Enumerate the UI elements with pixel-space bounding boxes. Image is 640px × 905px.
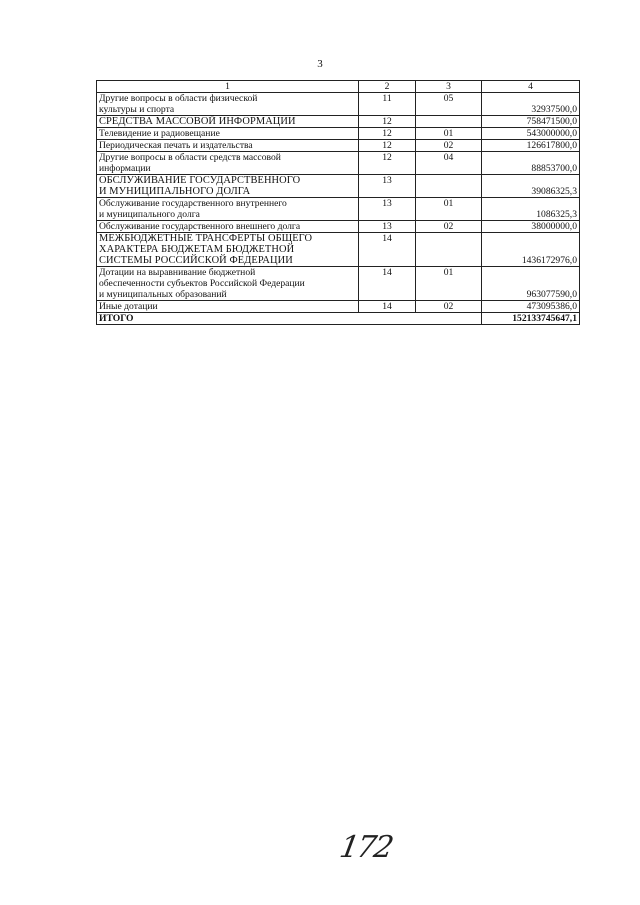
row-name-line: ХАРАКТЕРА БЮДЖЕТАМ БЮДЖЕТНОЙ: [99, 244, 295, 255]
row-amount-cell: 1436172976,0: [482, 233, 580, 267]
total-amount: 152133745647,1: [482, 313, 580, 325]
row-amount-cell: 126617800,0: [482, 140, 580, 152]
row-name-line: Другие вопросы в области физической: [99, 93, 258, 104]
row-name-line: информации: [99, 163, 151, 174]
row-name-line: и муниципального долга: [99, 209, 200, 220]
header-col-1: 1: [97, 81, 359, 93]
row-name-cell: [97, 233, 359, 267]
row-subsection-cell: 05: [416, 93, 482, 116]
row-section-cell: 11: [359, 93, 416, 116]
row-section-cell: 12: [359, 128, 416, 140]
table-row: [97, 198, 580, 221]
page-number: 3: [317, 58, 323, 70]
row-section-cell: 12: [359, 140, 416, 152]
row-section-cell: 13: [359, 175, 416, 198]
row-amount-cell: 758471500,0: [482, 116, 580, 128]
row-name-line: Обслуживание государственного внутреннего: [99, 198, 287, 209]
budget-table-body: [97, 81, 580, 325]
row-name-line: Дотации на выравнивание бюджетной: [99, 267, 256, 278]
row-name-line: И МУНИЦИПАЛЬНОГО ДОЛГА: [99, 186, 251, 197]
row-section-cell: 14: [359, 301, 416, 313]
header-col-2: 2: [359, 81, 416, 93]
row-name-line: СИСТЕМЫ РОССИЙСКОЙ ФЕДЕРАЦИИ: [99, 255, 293, 266]
row-amount-cell: 39086325,3: [482, 175, 580, 198]
table-row: [97, 128, 580, 140]
row-name-line: культуры и спорта: [99, 104, 175, 115]
row-name-cell: [97, 152, 359, 175]
row-name-line: обеспеченности субъектов Российской Федерации: [99, 278, 305, 289]
table-row: [97, 221, 580, 233]
row-amount-cell: 963077590,0: [482, 267, 580, 301]
row-name-line: и муниципальных образований: [99, 289, 227, 300]
row-subsection-cell: 02: [416, 140, 482, 152]
row-subsection-cell: [416, 233, 482, 267]
row-subsection-cell: 01: [416, 198, 482, 221]
table-row: [97, 233, 580, 267]
row-amount-cell: 88853700,0: [482, 152, 580, 175]
row-name-cell: [97, 128, 359, 140]
row-amount-cell: 1086325,3: [482, 198, 580, 221]
row-section-cell: 12: [359, 152, 416, 175]
table-row: [97, 93, 580, 116]
row-section-cell: 13: [359, 198, 416, 221]
row-subsection-cell: [416, 175, 482, 198]
table-total-row: [97, 313, 580, 325]
row-subsection-cell: 01: [416, 267, 482, 301]
row-name-line: Периодическая печать и издательства: [99, 140, 253, 151]
row-name-cell: [97, 267, 359, 301]
row-name-line: МЕЖБЮДЖЕТНЫЕ ТРАНСФЕРТЫ ОБЩЕГО: [99, 233, 313, 244]
row-amount-cell: 543000000,0: [482, 128, 580, 140]
row-section-cell: 14: [359, 267, 416, 301]
budget-table: [96, 80, 580, 325]
row-name-cell: [97, 116, 359, 128]
row-amount-cell: 32937500,0: [482, 93, 580, 116]
table-row: [97, 175, 580, 198]
handwritten-page-number: 172: [336, 830, 395, 865]
table-row: [97, 152, 580, 175]
row-subsection-cell: 01: [416, 128, 482, 140]
row-name-cell: [97, 221, 359, 233]
table-header-row: [97, 81, 580, 93]
table-row: [97, 301, 580, 313]
row-amount-cell: 38000000,0: [482, 221, 580, 233]
row-name-cell: [97, 175, 359, 198]
row-name-line: Обслуживание государственного внешнего долга: [99, 221, 301, 232]
row-name-line: Иные дотации: [99, 301, 158, 312]
row-section-cell: 14: [359, 233, 416, 267]
row-section-cell: 13: [359, 221, 416, 233]
row-subsection-cell: 04: [416, 152, 482, 175]
table-row: [97, 116, 580, 128]
table-row: [97, 140, 580, 152]
row-amount-cell: 473095386,0: [482, 301, 580, 313]
row-section-cell: 12: [359, 116, 416, 128]
row-name-cell: [97, 301, 359, 313]
row-name-line: СРЕДСТВА МАССОВОЙ ИНФОРМАЦИИ: [99, 116, 296, 127]
row-subsection-cell: 02: [416, 221, 482, 233]
row-subsection-cell: 02: [416, 301, 482, 313]
total-label: ИТОГО: [97, 313, 482, 325]
row-subsection-cell: [416, 116, 482, 128]
row-name-line: Телевидение и радиовещание: [99, 128, 220, 139]
header-col-3: 3: [416, 81, 482, 93]
row-name-line: Другие вопросы в области средств массовой: [99, 152, 281, 163]
row-name-cell: [97, 140, 359, 152]
table-row: [97, 267, 580, 301]
row-name-cell: [97, 198, 359, 221]
header-col-4: 4: [482, 81, 580, 93]
row-name-cell: [97, 93, 359, 116]
row-name-line: ОБСЛУЖИВАНИЕ ГОСУДАРСТВЕННОГО: [99, 175, 301, 186]
